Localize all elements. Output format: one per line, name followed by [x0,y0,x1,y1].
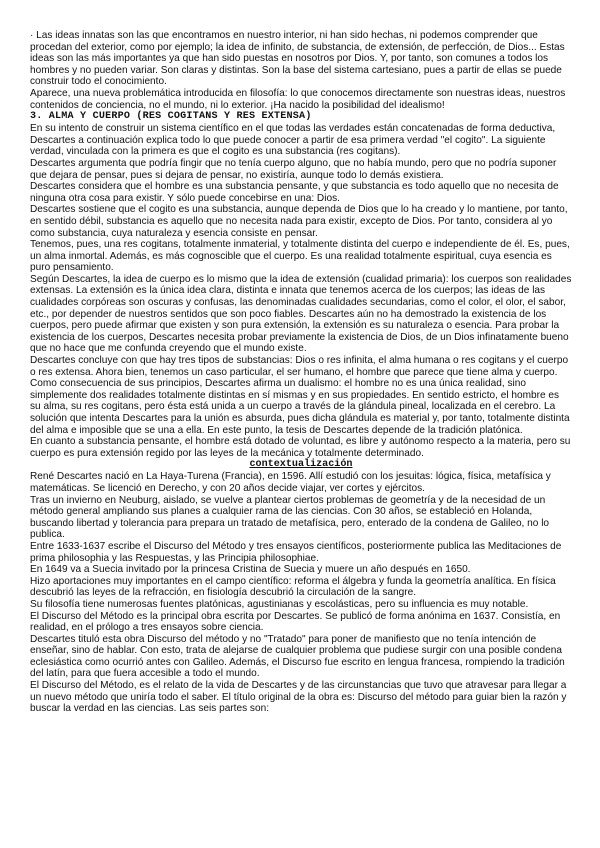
context-paragraph: El Discurso del Método es la principal obra escrita por Descartes. Se publicó de forma anónima en 1637. Consistía, en realidad, en el prólogo a tres ensayos sobre ciencia. [30,610,561,634]
context-paragraph: Descartes tituló esta obra Discurso del método y no "Tratado" para poner de manifiesto que no tenía intención de enseñar, sino de hablar. Con esto, trata de alejarse de cualquier problema que pudiese surgir con una posible condena eclesiástica como ocurrió antes con Galileo. Además, el Discurso fue escrito en lengua francesa, rompiendo la tradición del latín, para que fuera accesible a todo el mundo. [30,633,565,680]
idealism-paragraph: Aparece, una nueva problemática introducida en filosofía: lo que conocemos directamente son nuestras ideas, nuestros contenidos de conciencia, no el mundo, ni lo exterior. ¡Ha nacido la posibilidad del idealismo! [30,87,566,111]
section3-paragraph: Descartes argumenta que podría fingir que no tenía cuerpo alguno, que no había mundo, pero que no podría suponer que dejara de pensar, pues si dejara de pensar, no existiría, aunque todo lo demás existiera. [30,157,557,181]
section3-paragraph: Tenemos, pues, una res cogitans, totalmente inmaterial, y totalmente distinta del cuerpo e independiente de él. Es, pues, un alma inmortal. Además, es más cognoscible que el cuerpo. Es una realidad totalmente espiritual, cuya esencia es puro pensamiento. [30,239,570,274]
context-heading: contextualización [249,459,353,471]
context-paragraph: El Discurso del Método, es el relato de la vida de Descartes y de las circunstancias que tuvo que atravesar para llegar a un nuevo método que uniría todo el saber. El título original de la obra es: Discurso del método para guiar bien la razón y buscar la verdad en las ciencias. Las seis partes son: [30,680,567,715]
section-heading-soul-body: 3. ALMA Y CUERPO (RES COGITANS Y RES EXTENSA) [30,111,312,123]
section3-paragraph: En su intento de construir un sistema científico en el que todas las verdades están concatenadas de forma deductiva, Descartes a continuación explica todo lo que puede conocer a partir de esa primera verdad "el cogito". La siguiente verdad, vinculada con la primera es que el cogito es una substancia (res cogitans). [30,123,556,158]
section3-paragraph: Según Descartes, la idea de cuerpo es lo mismo que la idea de extensión (cualidad primaria): los cuerpos son realidades extensas. La extensión es la única idea clara, distinta e innata que tenemos acerca de los cuerpos; las ideas de las cualidades corpóreas son oscuras y confusas, las denominadas cualidades secundarias, como el color, el olor, el sabor, etc., por depender de nuestros sentidos que son poco fiables. Descartes aún no ha demostrado la existencia de los cuerpos, pero puede afirmar que existen y son pura extensión, la extensión es su naturaleza o esencia. Para probar la existencia de los cuerpos, Descartes necesita probar previamente la existencia de Dios, de un Dios infinatamente bueno que no hace que me confunda creyendo que el mundo existe. [30,273,572,355]
context-paragraph: René Descartes nació en La Haya-Turena (Francia), en 1596. Allí estudió con los jesuitas: lógica, física, metafísica y matemáticas. Se licenció en Derecho, y con 20 años decide viajar, ver cortes y ejércitos. [30,471,551,494]
innate-ideas-paragraph: · Las ideas innatas son las que encontramos en nuestro interior, ni han sido hechas, ni podemos comprender que procedan del exterior, como por ejemplo; la idea de infinito, de substancia, de extensión, de perfección, de Dios... Estas ideas son las más importantes ya que han sido puestas en nosotros por Dios. Y, por tanto, son comunes a todos los hombres y no pueden variar. Son claras y distintas. Son la base del sistema cartesiano, pues a partir de ellas se puede construir todo el conocimiento. [30,30,565,88]
context-paragraph: En 1649 va a Suecia invitado por la princesa Cristina de Suecia y muere un año después en 1650. [30,564,471,576]
context-paragraph: Hizo aportaciones muy importantes en el campo científico: reforma el álgebra y funda la geometría analítica. En física descubrió las leyes de la refracción, en fisiología descubrió la circulación de la sangre. [30,575,556,599]
section3-paragraph: Descartes concluye con que hay tres tipos de substancias: Dios o res infinita, el alma humana o res cogitans y el cuerpo o res extensa. Ahora bien, tenemos un caso particular, el ser humano, el hombre que parece que tiene alma y cuerpo. Como consecuencia de sus principios, Descartes afirma un dualismo: el hombre no es una única realidad, sino simplemente dos realidades totalmente distintas en sí mismas y en sus propiedades. En sentido estricto, el hombre es su alma, su res cogitans, pero ésta está unida a un cuerpo a través de la glándula pineal, localizada en el cerebro. La solución que intenta Descartes para la unión es absurda, pues dicha glándula es material y, por tanto, totalmente distinta del alma e imposible que se una a ella. En este punto, la tesis de Descartes depende de la tradición platónica. [30,355,570,436]
section3-paragraph: Descartes considera que el hombre es una substancia pensante, y que substancia es todo aquello que no necesita de ninguna otra cosa para existir. Y sólo puede concebirse en una: Dios. [30,181,559,204]
context-paragraph: Tras un invierno en Neuburg, aislado, se vuelve a plantear ciertos problemas de geometría y de la necesidad de un método general ampliando sus planes a cualquier rama de las ciencias. Con 30 años, se estableció en Holanda, buscando libertad y tolerancia para prepara un tratado de metafísica, pero, enterado de la condena de Galileo, no lo publica. [30,494,550,541]
context-paragraph: Su filosofía tiene numerosas fuentes platónicas, agustinianas y escolásticas, pero su influencia es muy notable. [30,598,529,610]
section3-paragraph: Descartes sostiene que el cogito es una substancia, aunque dependa de Dios que lo ha creado y lo mantiene, por tanto, en sentido débil, substancia es aquello que no necesita nada para existir, excepto de Dios. Por tanto, considera al yo como substancia, cuya naturaleza y esencia consiste en pensar. [30,204,568,239]
context-paragraph: Entre 1633-1637 escribe el Discurso del Método y tres ensayos científicos, posteriormente publica las Meditaciones de prima philosophia y las Respuestas, y las Principia philosophiae. [30,540,562,564]
section3-paragraph: En cuanto a substancia pensante, el hombre está dotado de voluntad, es libre y autónomo respecto a la materia, pero su cuerpo es pura extensión regido por las leyes de la mecánica y totalmente determinado. [30,436,571,459]
